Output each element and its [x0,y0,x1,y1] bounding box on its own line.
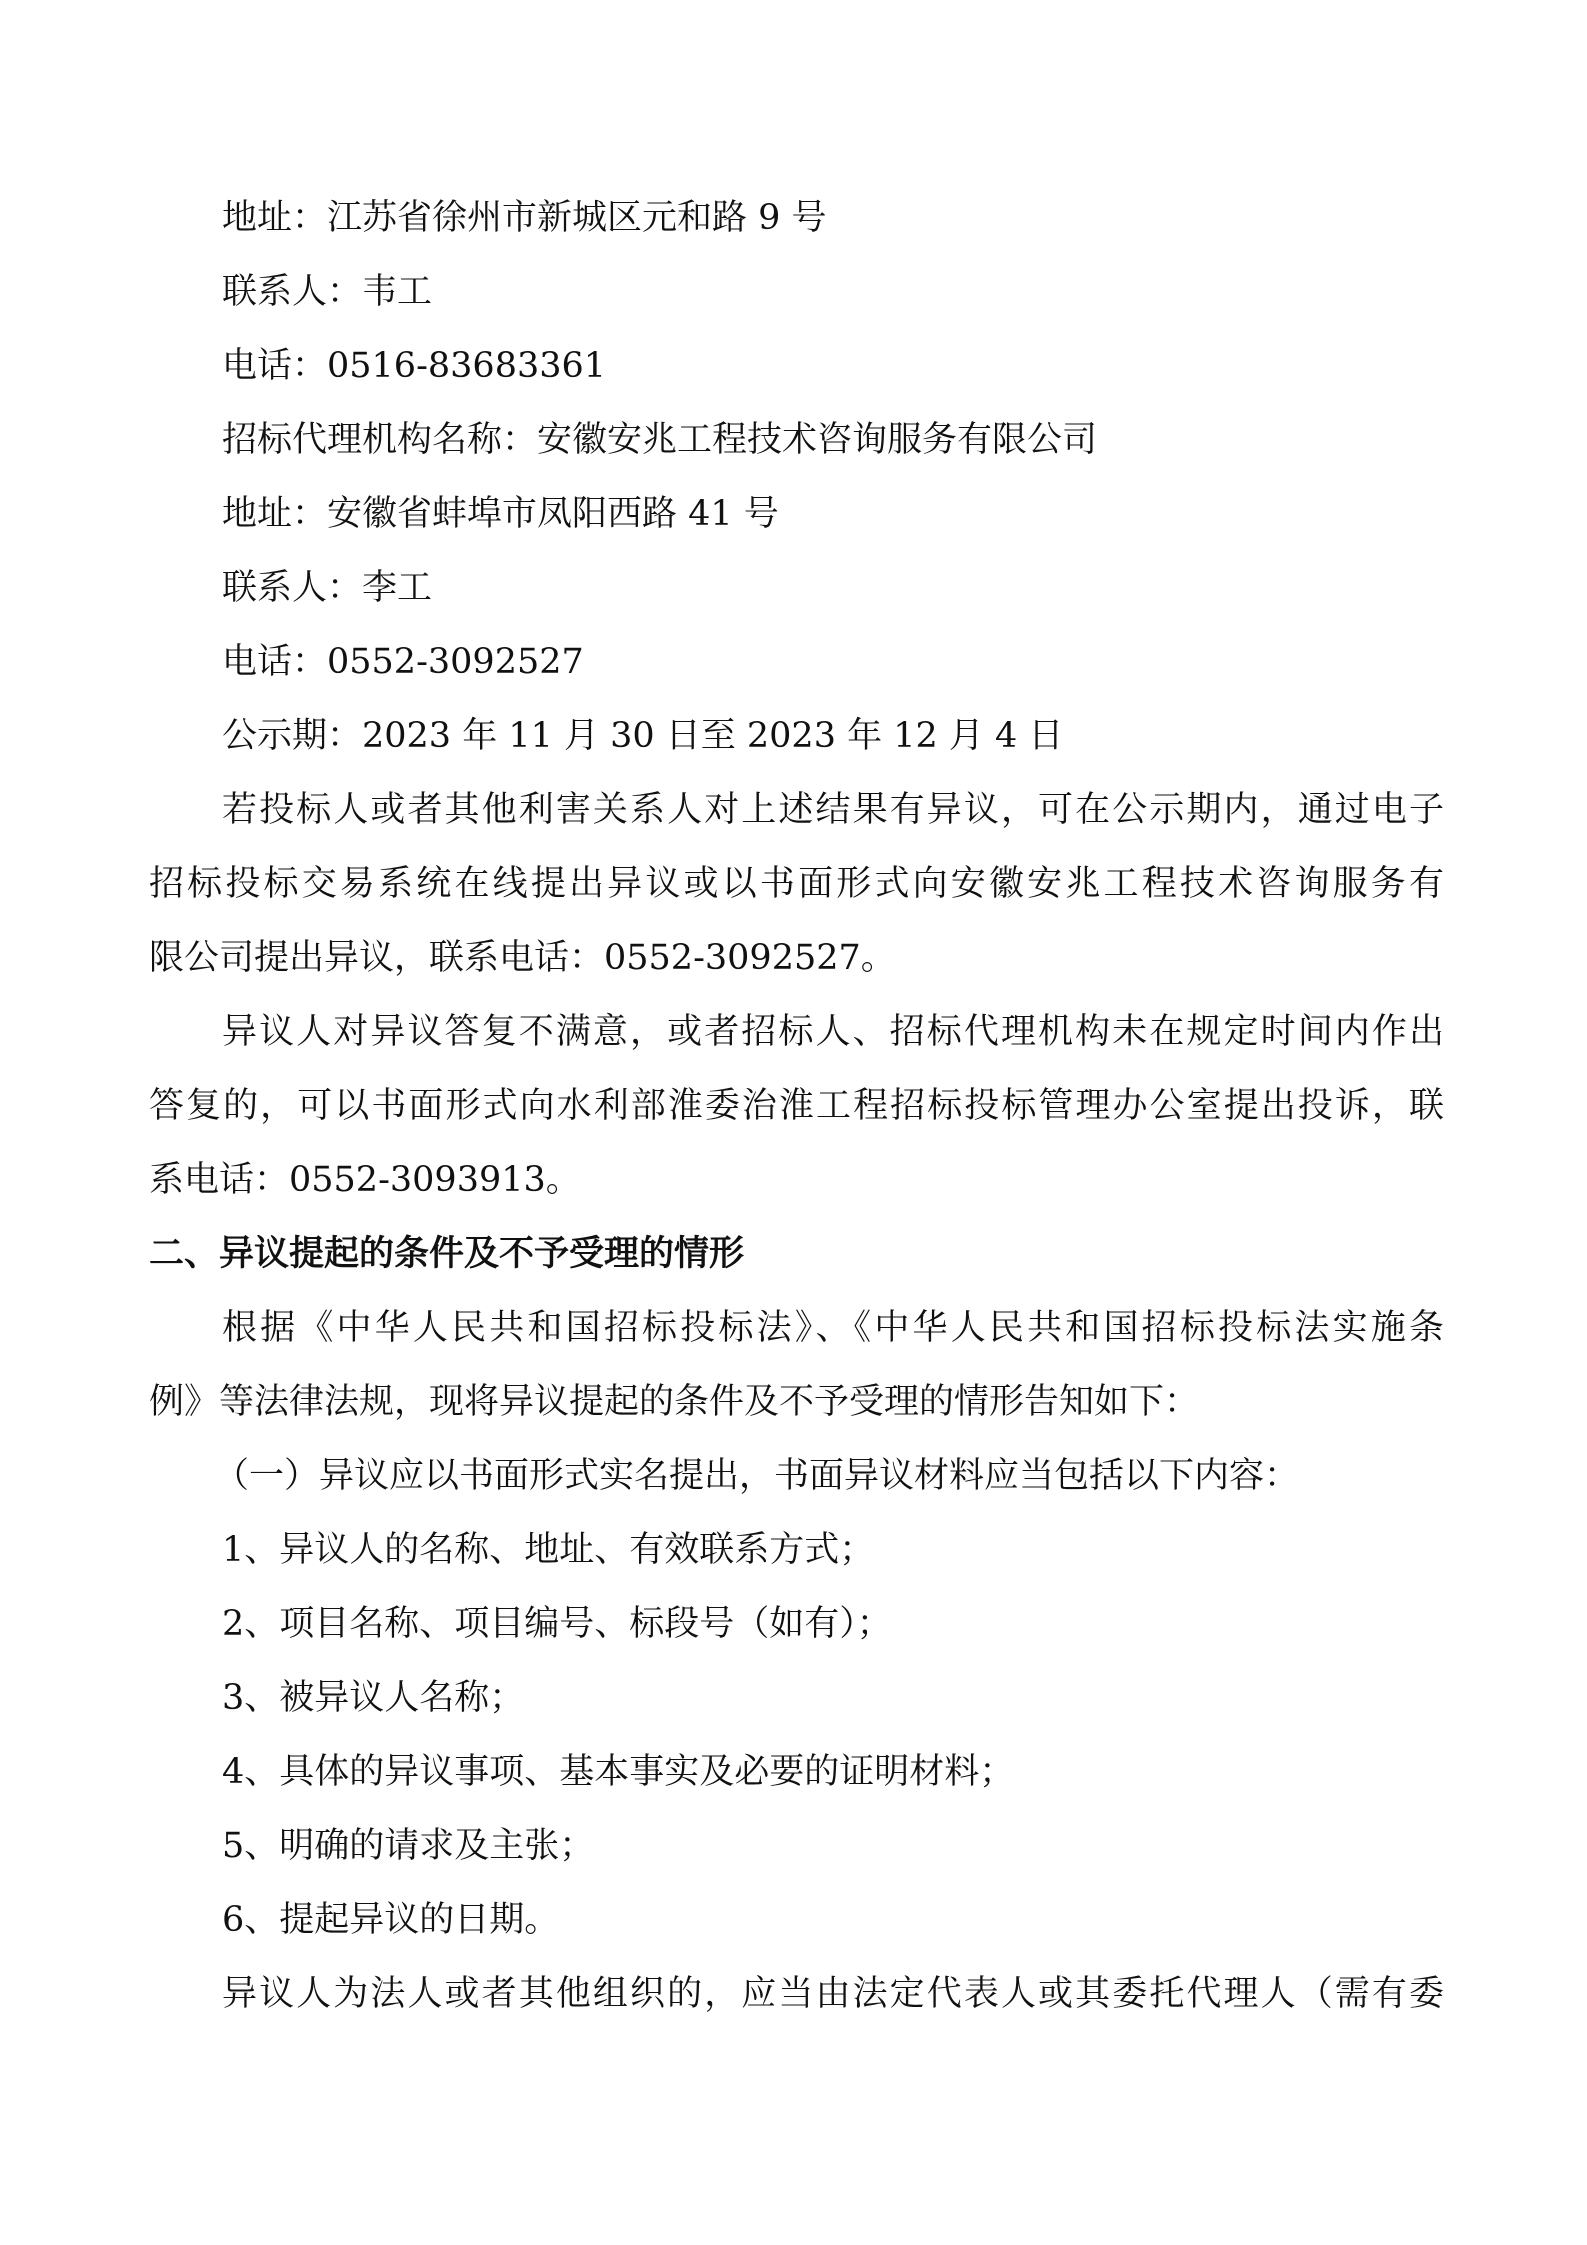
list-item: 4、具体的异议事项、基本事实及必要的证明材料； [222,1752,1015,1792]
objection-paragraph-line: 招标投标交易系统在线提出异议或以书面形式向安徽安兆工程技术咨询服务有 [149,864,1444,904]
objection-paragraph-line: 若投标人或者其他利害关系人对上述结果有异议，可在公示期内，通过电子 [222,790,1444,830]
agency-phone: 电话：0552-3092527 [222,642,584,682]
publicity-period: 公示期：2023 年 11 月 30 日至 2023 年 12 月 4 日 [222,716,1064,756]
representative-paragraph-line: 异议人为法人或者其他组织的，应当由法定代表人或其委托代理人（需有委 [222,1974,1444,2014]
objection-paragraph-line: 限公司提出异议，联系电话：0552-3092527。 [149,938,896,978]
list-item: 2、项目名称、项目编号、标段号（如有）； [222,1604,892,1644]
agency-address: 地址：安徽省蚌埠市凤阳西路 41 号 [222,494,779,534]
agency-contact: 联系人：李工 [222,568,433,608]
complaint-paragraph-line: 答复的，可以书面形式向水利部淮委治淮工程招标投标管理办公室提出投诉，联 [149,1086,1444,1126]
legal-basis-line: 根据《中华人民共和国招标投标法》、《中华人民共和国招标投标法实施条 [222,1308,1444,1348]
list-item: 6、提起异议的日期。 [222,1900,560,1940]
complaint-paragraph-line: 异议人对异议答复不满意，或者招标人、招标代理机构未在规定时间内作出 [222,1012,1444,1052]
subsection-heading: （一）异议应以书面形式实名提出，书面异议材料应当包括以下内容： [214,1456,1300,1496]
tenderer-contact: 联系人：韦工 [222,272,433,312]
agency-name: 招标代理机构名称：安徽安兆工程技术咨询服务有限公司 [222,420,1098,460]
legal-basis-line: 例》等法律法规，现将异议提起的条件及不予受理的情形告知如下： [149,1382,1200,1422]
list-item: 3、被异议人名称； [222,1678,525,1718]
tenderer-phone: 电话：0516-83683361 [222,346,607,386]
list-item: 1、异议人的名称、地址、有效联系方式； [222,1530,875,1570]
complaint-paragraph-line: 系电话：0552-3093913。 [149,1160,581,1200]
list-item: 5、明确的请求及主张； [222,1826,595,1866]
section-heading: 二、异议提起的条件及不予受理的情形 [149,1234,745,1274]
tenderer-address: 地址：江苏省徐州市新城区元和路 9 号 [222,198,827,238]
